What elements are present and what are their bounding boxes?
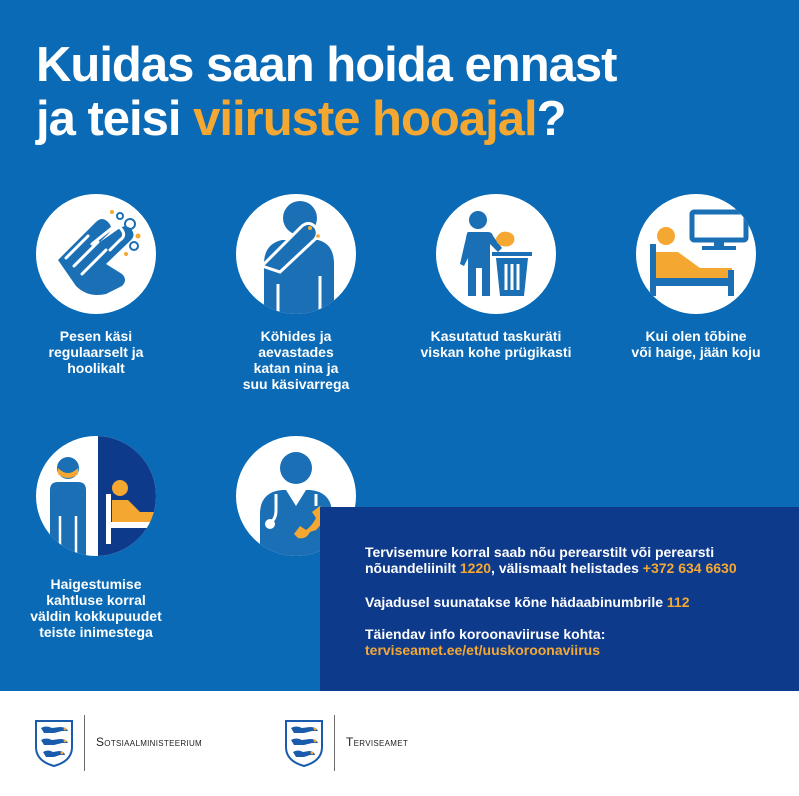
page-title <box>36 38 617 146</box>
title-highlight: viiruste hooajal <box>193 92 537 146</box>
title-line-1: Kuidas saan hoida ennast <box>36 38 617 92</box>
isolation-icon <box>36 436 156 556</box>
phone-number-1220[interactable]: 1220 <box>459 560 492 576</box>
tip-cough-circle <box>236 194 356 314</box>
estonian-coat-of-arms-icon <box>34 719 74 767</box>
tip-stay-home-circle <box>636 194 756 314</box>
tip-cough-caption: Köhides ja aevastades katan nina ja suu käsivarrega <box>242 328 350 392</box>
phone-number-abroad[interactable]: +372 634 6630 <box>642 560 737 576</box>
footer <box>0 691 799 796</box>
hand-washing-icon <box>36 194 156 314</box>
sick-in-bed-icon <box>636 194 756 314</box>
cough-into-elbow-icon <box>236 194 356 314</box>
org-name-sotsiaalministeerium: Sotsiaalministeerium <box>96 735 203 749</box>
logo-sotsiaalministeerium <box>34 715 254 771</box>
info-link[interactable]: terviseamet.ee/et/uuskoroonaviirus <box>365 642 600 658</box>
info-paragraph-more: Täiendav info koroonaviiruse kohta: terviseamet.ee/et/uuskoroonaviirus <box>365 626 606 658</box>
tip-hand-washing-caption: Pesen käsi regulaarselt ja hoolikalt <box>48 328 144 376</box>
estonian-coat-of-arms-icon <box>284 719 324 767</box>
title-line-2-prefix: ja teisi <box>36 92 194 146</box>
trash-bin-icon <box>436 194 556 314</box>
tip-isolation-caption: Haigestumise kahtluse korral väldin kokkupuudet teiste inimestega <box>30 576 162 640</box>
info-paragraph-advice: Tervisemure korral saab nõu perearstilt või perearsti nõuandeliinilt 1220, välismaalt helistades +372 634 6630 <box>365 544 737 576</box>
tip-isolation-circle <box>36 436 156 556</box>
title-line-2-suffix: ? <box>536 92 566 146</box>
org-name-terviseamet: Terviseamet <box>346 735 409 749</box>
logo-terviseamet <box>284 715 464 771</box>
tip-trash-circle <box>436 194 556 314</box>
tip-stay-home-caption: Kui olen tõbine või haige, jään koju <box>631 328 761 360</box>
tip-hand-washing-circle <box>36 194 156 314</box>
emergency-number[interactable]: 112 <box>666 594 690 610</box>
tip-trash-caption: Kasutatud taskuräti viskan kohe prügikasti <box>420 328 572 360</box>
info-paragraph-emergency: Vajadusel suunatakse kõne hädaabinumbrile 112 <box>365 594 690 610</box>
contact-info-box <box>320 507 799 691</box>
